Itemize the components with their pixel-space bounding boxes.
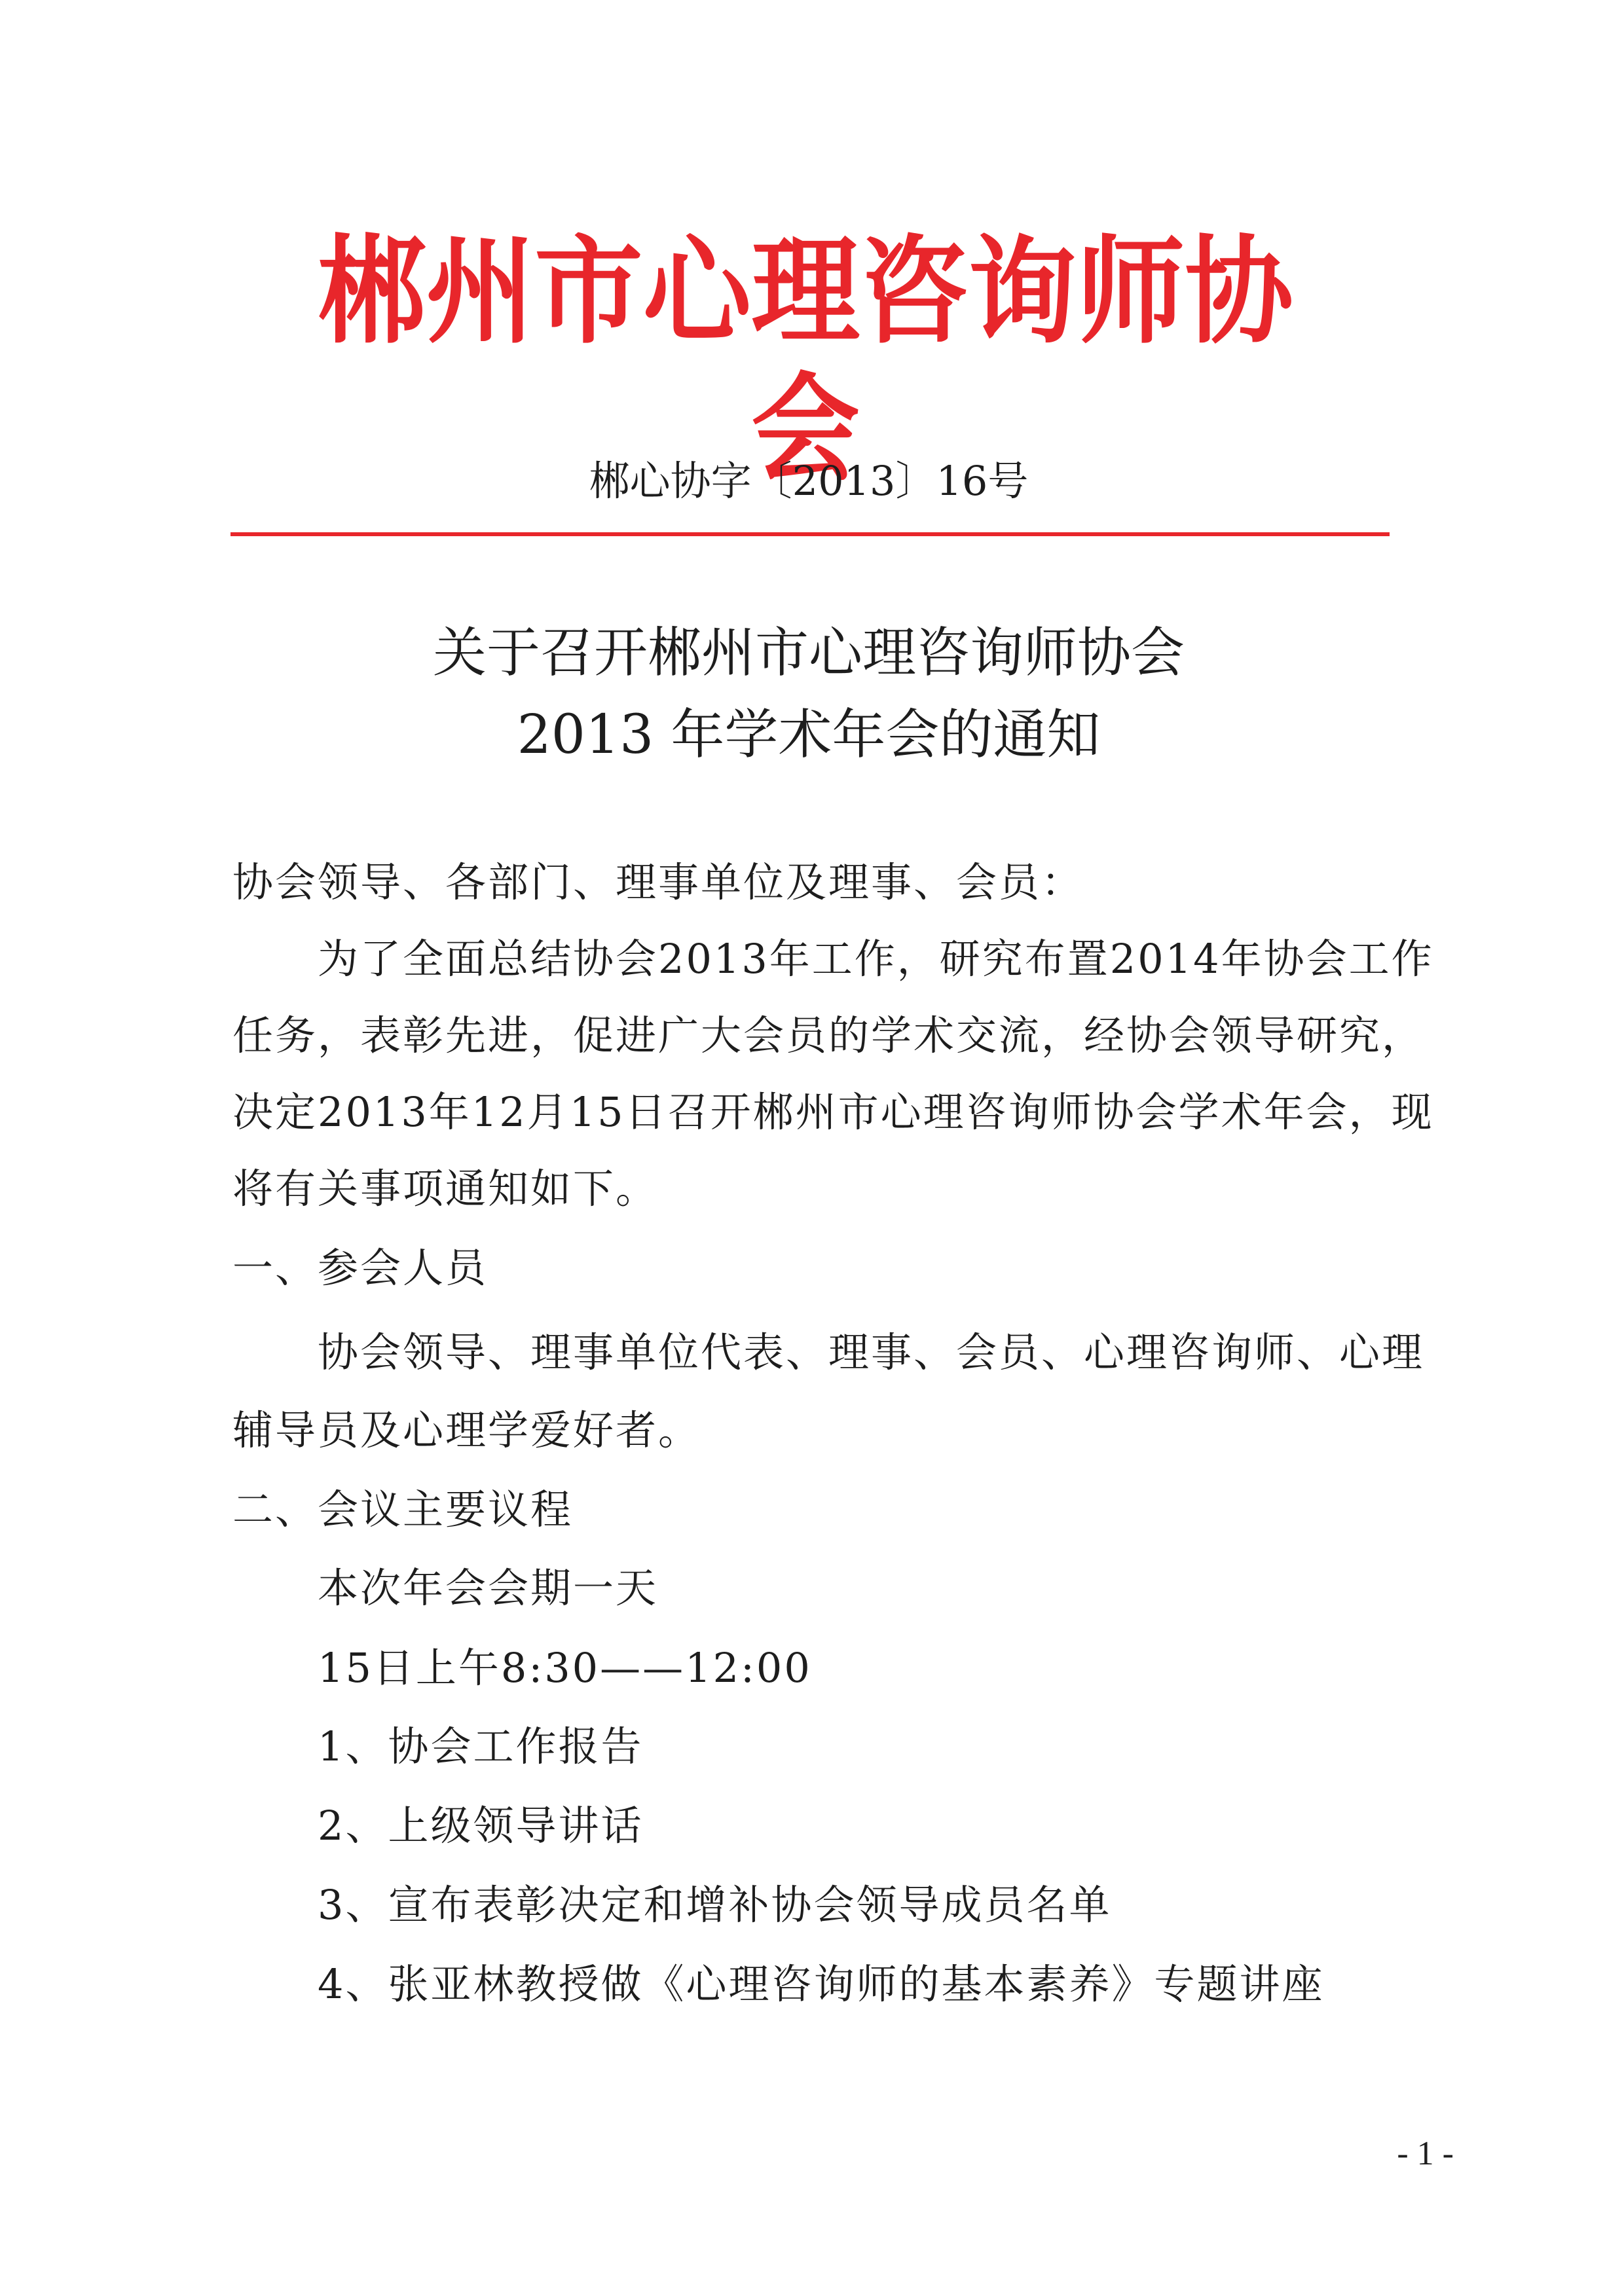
agenda-item-3: 3、宣布表彰决定和增补协会领导成员名单 [318, 1881, 1112, 1929]
intro-line-4: 将有关事项通知如下。 [232, 1165, 659, 1212]
intro-line-1: 为了全面总结协会2013年工作，研究布置2014年协会工作 [318, 935, 1434, 983]
notice-title-line-1: 关于召开郴州市心理咨询师协会 [432, 622, 1185, 684]
agenda-item-2: 2、上级领导讲话 [318, 1802, 644, 1850]
intro-line-3: 决定2013年12月15日召开郴州市心理咨询师协会学术年会，现 [232, 1088, 1434, 1136]
meeting-time-slot: 15日上午8:30——12:00 [318, 1644, 812, 1692]
agenda-item-4: 4、张亚林教授做《心理咨询师的基本素养》专题讲座 [318, 1960, 1325, 2008]
document-number: 郴心协字〔2013〕16号 [589, 457, 1029, 505]
page-number: - 1 - [1397, 2135, 1454, 2172]
header-divider [231, 532, 1390, 536]
agenda-item-1: 1、协会工作报告 [318, 1722, 644, 1770]
notice-title [229, 612, 1388, 776]
section-2-heading: 二、会议主要议程 [232, 1485, 574, 1533]
section-1-line-1: 协会领导、理事单位代表、理事、会员、心理咨询师、心理 [318, 1328, 1425, 1376]
section-1-heading: 一、参会人员 [232, 1244, 489, 1292]
meeting-duration: 本次年会会期一天 [318, 1564, 659, 1612]
section-1-line-2: 辅导员及心理学爱好者。 [232, 1406, 701, 1454]
salutation: 协会领导、各部门、理事单位及理事、会员： [232, 858, 1084, 906]
organization-header: 郴州市心理咨询师协会 [318, 223, 1293, 497]
intro-line-2: 任务，表彰先进，促进广大会员的学术交流，经协会领导研究， [232, 1011, 1425, 1059]
notice-title-line-2: 2013 年学术年会的通知 [517, 704, 1101, 766]
